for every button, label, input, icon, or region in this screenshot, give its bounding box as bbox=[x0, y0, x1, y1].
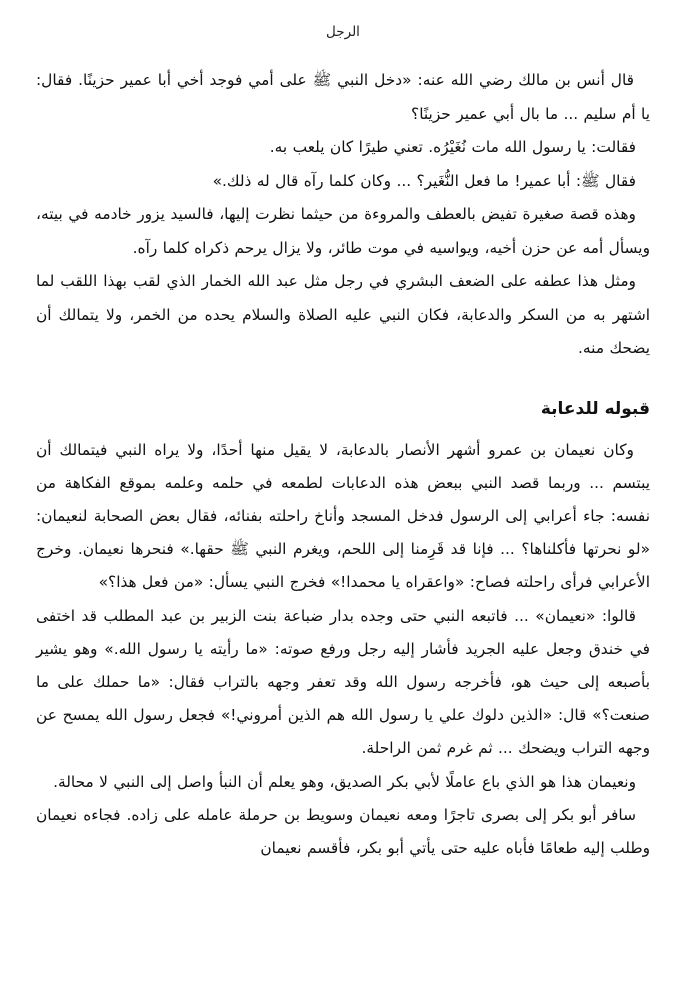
paragraph: فقالت: يا رسول الله مات نُغَيْرُه. تعني طيرًا كان يلعب به. bbox=[269, 138, 636, 156]
paragraph: سافر أبو بكر إلى بصرى تاجرًا ومعه نعيمان وسويط بن حرملة عامله على زاده. فجاءه نعيمان وطلب إليه طعامًا فأباه عليه حتى يأتي أبو بكر، فأقسم نعيمان bbox=[36, 805, 650, 857]
running-header: الرجل bbox=[326, 24, 360, 40]
paragraph: قال أنس بن مالك رضي الله عنه: «دخل النبي ﷺ على أمي فوجد أخي أبا عمير حزينًا. فقال: يا أم سليم ... ما بال أبي عمير حزينًا؟ bbox=[36, 71, 650, 123]
body-text bbox=[36, 64, 650, 865]
section-heading: قبوله للدعابة bbox=[540, 398, 650, 419]
section-humor bbox=[36, 394, 650, 866]
paragraph: وكان نعيمان بن عمرو أشهر الأنصار بالدعابة، لا يقيل منها أحدًا، ولا يراه النبي فيتمالك أن يبتسم ... وربما قصد النبي ببعض هذه الدعابات لطمعه في حلمه وعلمه بموقع الفكاهة من نفسه: جاء أعرابي إلى الرسول فدخل المسجد وأناخ راحلته بفنائه، فقال بعض الصحابة لنعيمان: «لو نحرتها فأكلناها؟ ... فإنا قد قَرِمنا إلى اللحم، ويغرم النبي ﷺ حقها.» فنحرها نعيمان. وخرج الأعرابي فرأى راحلته فصاح: «واعقراه يا محمدا!» فخرج النبي يسأل: «من فعل هذا؟» bbox=[36, 440, 650, 592]
paragraph: ونعيمان هذا هو الذي باع عاملًا لأبي بكر الصديق، وهو يعلم أن النبأ واصل إلى النبي لا محالة. bbox=[53, 772, 636, 791]
paragraph: وهذه قصة صغيرة تفيض بالعطف والمروءة من حيثما نظرت إليها، فالسيد يزور خادمه في بيته، ويسأل أمه عن حزن أخيه، ويواسيه في موت طائر، ولا يزال يرحم ذكراه كلما رآه. bbox=[36, 205, 650, 257]
paragraph: قالوا: «نعيمان» ... فاتبعه النبي حتى وجده بدار ضباعة بنت الزبير بن عبد المطلب قد اختفى في خندق وجعل عليه الجريد فأشار إليه رجل ورفع صوته: «ما رأيته يا رسول الله.» وهو يشير بأصبعه إلى حيث هو، فأخرجه رسول الله وقد تعفر وجهه بالتراب فقال: «ما حملك على ما صنعت؟» قال: «الذين دلوك علي يا رسول الله هم الذين أمروني!» فجعل رسول الله يمسح عن وجهه التراب ويضحك ... ثم غرم ثمن الراحلة. bbox=[36, 606, 650, 758]
paragraph: ومثل هذا عطفه على الضعف البشري في رجل مثل عبد الله الخمار الذي لقب بهذا اللقب لما اشتهر به من السكر والدعابة، فكان النبي عليه الصلاة والسلام يحده من الخمر، ولا يتمالك أن يضحك منه. bbox=[36, 272, 650, 357]
paragraph: فقال ﷺ: أبا عمير! ما فعل النُّغَير؟ ... وكان كلما رآه قال له ذلك.» bbox=[212, 171, 636, 190]
section-anas-story bbox=[36, 64, 650, 366]
